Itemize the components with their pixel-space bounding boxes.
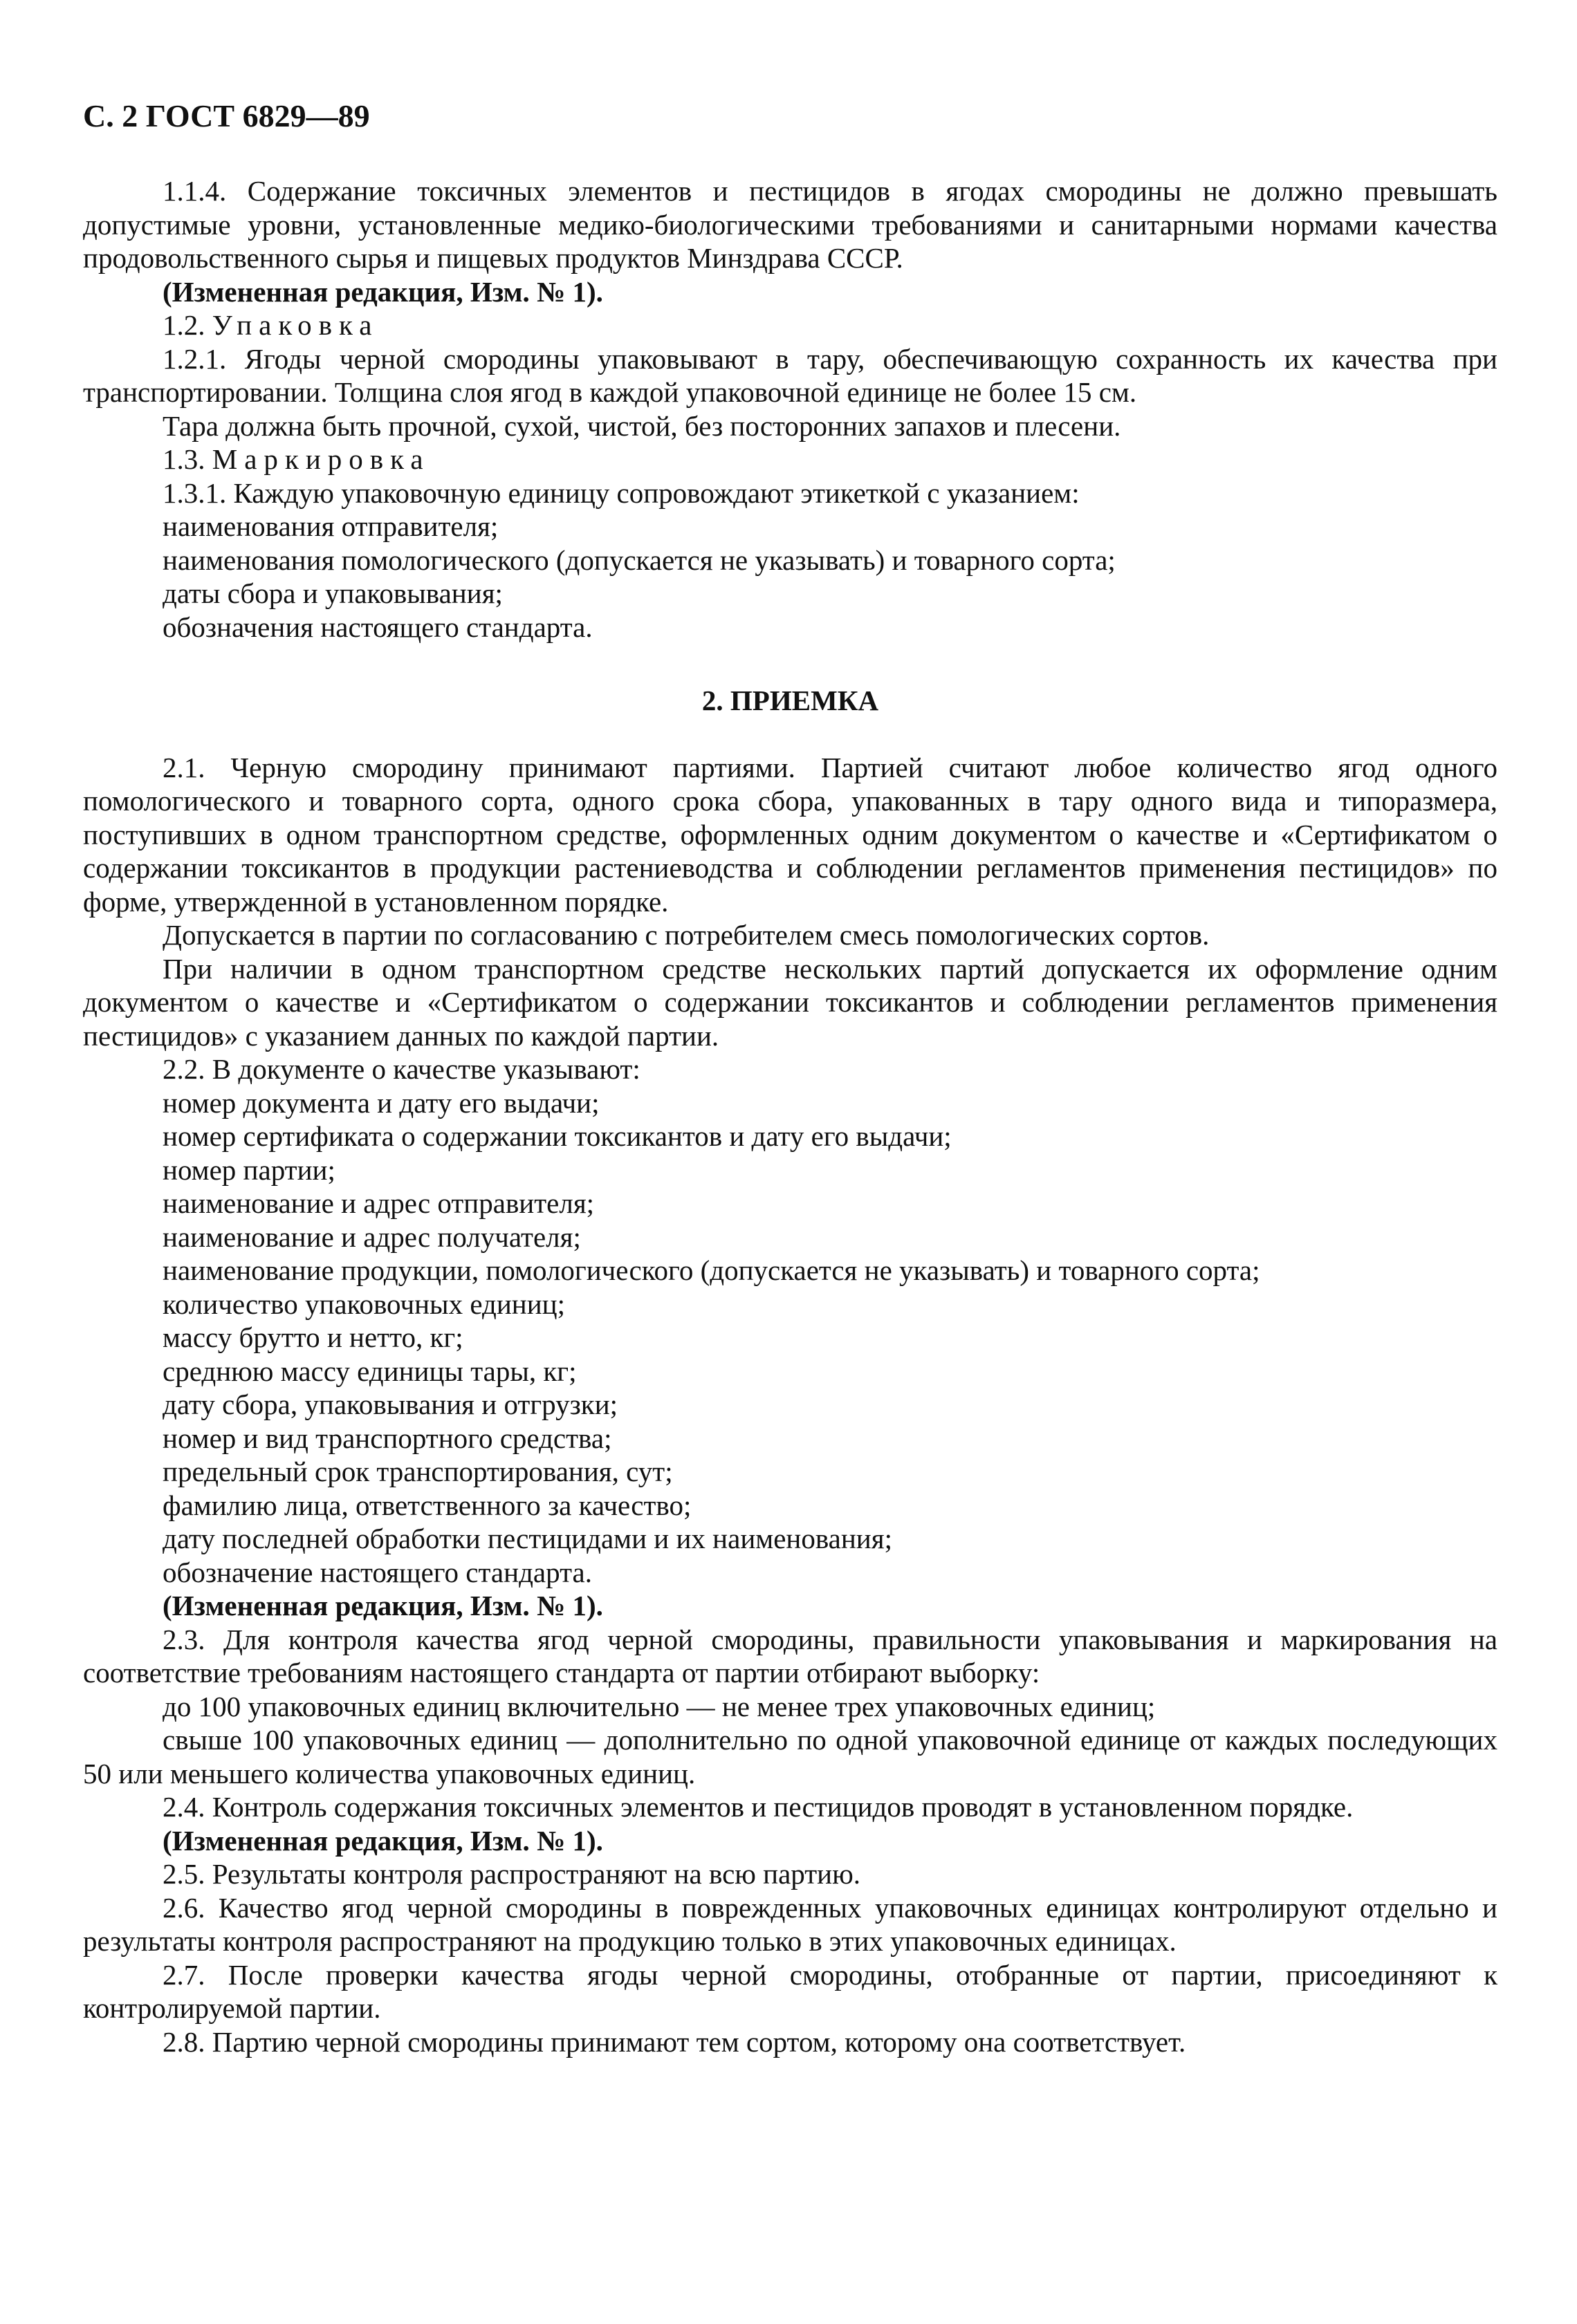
list-item: фамилию лица, ответственного за качество; xyxy=(163,1489,692,1521)
paragraph-2-4: 2.4. Контроль содержания токсичных элементов и пестицидов проводят в установленном порядке. xyxy=(163,1791,1354,1823)
paragraph-1-2-1: 1.2.1. Ягоды черной смородины упаковывают в тару, обеспечивающую сохранность их качества при транспортировании. Толщина слоя ягод в каждой упаковочной единице не более 15 см. xyxy=(83,342,1497,408)
amendment-note: (Измененная редакция, Изм. № 1). xyxy=(163,275,603,308)
subsection-number: 1.3. xyxy=(163,443,205,475)
subsection-title: Упаковка xyxy=(212,309,379,341)
paragraph-2-2: 2.2. В документе о качестве указывают: xyxy=(163,1053,640,1085)
list-item: номер документа и дату его выдачи; xyxy=(163,1086,600,1119)
list-item: обозначение настоящего стандарта. xyxy=(163,1556,592,1588)
paragraph-2-6: 2.6. Качество ягод черной смородины в поврежденных упаковочных единицах контролируют отдельно и результаты контроля распространяют на продукцию только в этих упаковочных единицах. xyxy=(83,1891,1497,1957)
subsection-heading-1-2 xyxy=(83,308,1497,342)
list-item: дату сбора, упаковывания и отгрузки; xyxy=(163,1388,618,1420)
subsection-heading-1-3 xyxy=(83,443,1497,476)
amendment-note: (Измененная редакция, Изм. № 1). xyxy=(163,1590,603,1621)
paragraph-mix: Допускается в партии по согласованию с потребителем смесь помологических сортов. xyxy=(163,919,1210,951)
list-item: номер сертификата о содержании токсикантов и дату его выдачи; xyxy=(163,1120,952,1152)
list-item: наименование и адрес получателя; xyxy=(163,1220,581,1253)
document-page xyxy=(83,97,1497,2058)
paragraph-2-3: 2.3. Для контроля качества ягод черной смородины, правильности упаковывания и маркирования на соответствие требованиям настоящего стандарта от партии отбирают выборку: xyxy=(83,1623,1497,1689)
paragraph-up-to-100: до 100 упаковочных единиц включительно — не менее трех упаковочных единиц; xyxy=(163,1690,1156,1722)
subsection-title: Маркировка xyxy=(212,443,430,475)
paragraph-over-100: свыше 100 упаковочных единиц — дополнительно по одной упаковочной единице от каждых последующих 50 или меньшего количества упаковочных единиц. xyxy=(83,1724,1497,1790)
paragraph-2-1: 2.1. Черную смородину принимают партиями. Партией считают любое количество ягод одного помологического и товарного сорта, одного срока сбора, упакованных в тару одного вида и типоразмера, поступивших в одном транспортном средстве, оформленных одним документом о качестве и «Сертификатом о содержании токсикантов в продукции растениеводства и соблюдении регламентов применения пестицидов» по форме, утвержденной в установленном порядке. xyxy=(83,751,1497,918)
paragraph-1-1-4: 1.1.4. Содержание токсичных элементов и пестицидов в ягодах смородины не должно превышать допустимые уровни, установленные медико-биологическими требованиями и санитарными нормами качества продовольственного сырья и пищевых продуктов Минздрава СССР. xyxy=(83,175,1497,274)
paragraph-tara: Тара должна быть прочной, сухой, чистой, без посторонних запахов и плесени. xyxy=(163,409,1121,442)
list-item: номер партии; xyxy=(163,1153,335,1186)
paragraph-2-5: 2.5. Результаты контроля распространяют на всю партию. xyxy=(163,1858,860,1890)
paragraph-several-batches: При наличии в одном транспортном средстве нескольких партий допускается их оформление одним документом о качестве и «Сертификатом о содержании токсикантов и соблюдении регламентов применения пестицидов» с указанием данных по каждой партии. xyxy=(83,952,1497,1052)
page-header: С. 2 ГОСТ 6829—89 xyxy=(83,98,370,133)
list-item: наименование и адрес отправителя; xyxy=(163,1187,595,1219)
amendment-note: (Измененная редакция, Изм. № 1). xyxy=(163,1824,603,1857)
list-item: дату последней обработки пестицидами и их наименования; xyxy=(163,1523,892,1554)
list-item: среднюю массу единицы тары, кг; xyxy=(163,1355,577,1387)
list-item: обозначения настоящего стандарта. xyxy=(163,611,593,643)
list-item: количество упаковочных единиц; xyxy=(163,1288,566,1320)
list-item: предельный срок транспортирования, сут; xyxy=(163,1456,673,1487)
list-item: наименования помологического (допускается не указывать) и товарного сорта; xyxy=(163,543,1116,576)
list-item: номер и вид транспортного средства; xyxy=(163,1422,612,1454)
section-title: 2. ПРИЕМКА xyxy=(701,685,879,716)
list-item: даты сбора и упаковывания; xyxy=(163,577,503,609)
subsection-number: 1.2. xyxy=(163,309,205,341)
list-item: массу брутто и нетто, кг; xyxy=(163,1321,463,1353)
list-item: наименования отправителя; xyxy=(163,510,499,542)
list-item: наименование продукции, помологического (допускается не указывать) и товарного сорта; xyxy=(163,1254,1260,1286)
paragraph-2-7: 2.7. После проверки качества ягоды черной смородины, отобранные от партии, присоединяют к контролируемой партии. xyxy=(83,1958,1497,2024)
paragraph-1-3-1: 1.3.1. Каждую упаковочную единицу сопровождают этикеткой с указанием: xyxy=(163,476,1080,509)
paragraph-2-8: 2.8. Партию черной смородины принимают тем сортом, которому она соответствует. xyxy=(163,2025,1186,2058)
